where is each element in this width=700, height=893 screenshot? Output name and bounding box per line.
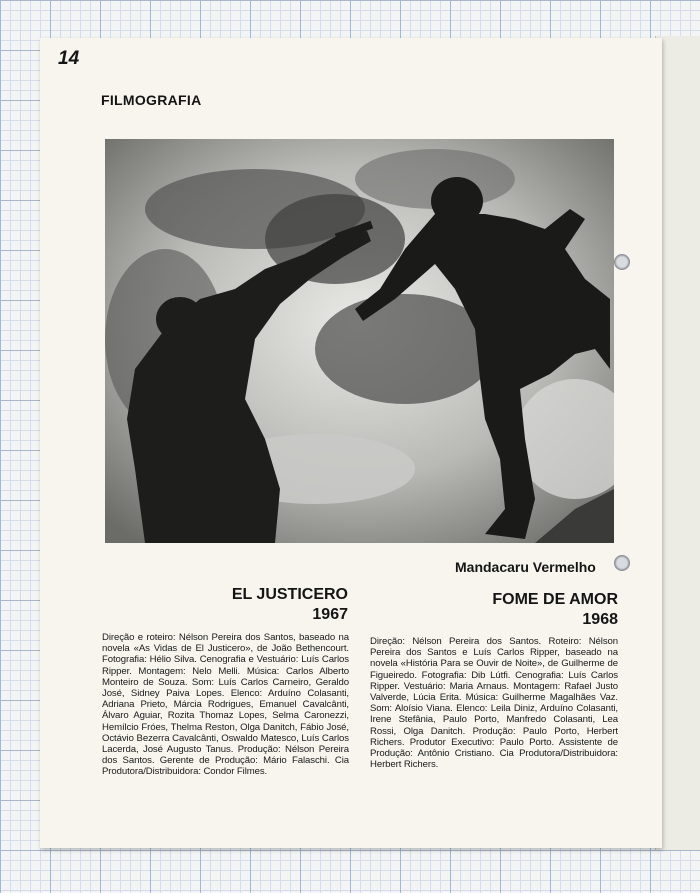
- film-credits-el-justicero: Direção e roteiro: Nélson Pereira dos Santos, baseado na novela «As Vidas de El Justicero», de João Bethencourt. Fotografia: Hélio Silva. Cenografia e Vestuário: Luís Carlos Ripper. Montagem: Nelo Melli. Música: Carlos Alberto Monteiro de Souza. Som: Luís Carlos Carneiro, Geraldo José, Sidney Paiva Lopes. Elenco: Arduíno Colasanti, Adriana Prieto, Márcia Rodrigues, Emanuel Cavalcânti, Álvaro Aguiar, Rozita Thomaz Lopes, Selma Caronezzi, Hemílcio Fróes, Thelma Reston, Olga Danitch, Fábio José, Octávio Bezerra Cavalcânti, Oswaldo Matesco, Luís Carlos Lacerda, José Augusto Tanus. Produção: Nélson Pereira dos Santos. Gerente de Produção: Mário Falaschi. Cia Produtora/Distribuidora: Condor Filmes.: [102, 632, 349, 778]
- film-year-el-justicero: 1967: [312, 606, 348, 623]
- photo-caption: Mandacaru Vermelho: [455, 559, 596, 575]
- film-title-el-justicero: EL JUSTICERO: [231, 586, 348, 603]
- film-credits-fome-de-amor: Direção: Nélson Pereira dos Santos. Roteiro: Nélson Pereira dos Santos e Luís Carlos Ripper, baseado na novela «História Para se Ouvir de Noite», de Guilherme de Figueiredo. Fotografia: Dib Lútfi. Cenografia: Luís Carlos Ripper. Vestuário: Maria Arnaus. Montagem: Rafael Justo Valverde, Lúcia Erita. Música: Guilherme Magalhães Vaz. Som: Aloísio Viana. Elenco: Leila Diniz, Arduíno Colasanti, Irene Stefânia, Paulo Porto, Manfredo Colasanti, Lea Rossi, Olga Danitch. Produção: Paulo Porto, Herbert Richers. Produtor Executivo: Paulo Porto. Assistente de Produção: Antônio Cristiano. Cia Produtora/Distribuidora: Herbert Richers.: [370, 636, 618, 771]
- binder-hole-bottom: [614, 555, 630, 571]
- film-title-fome-de-amor: FOME DE AMOR: [492, 591, 618, 608]
- page-number: 14: [58, 48, 80, 69]
- section-title: FILMOGRAFIA: [101, 92, 202, 108]
- film-still-image: [105, 139, 614, 543]
- binder-hole-top: [614, 254, 630, 270]
- film-still-photo: [105, 139, 614, 543]
- film-year-fome-de-amor: 1968: [582, 611, 618, 628]
